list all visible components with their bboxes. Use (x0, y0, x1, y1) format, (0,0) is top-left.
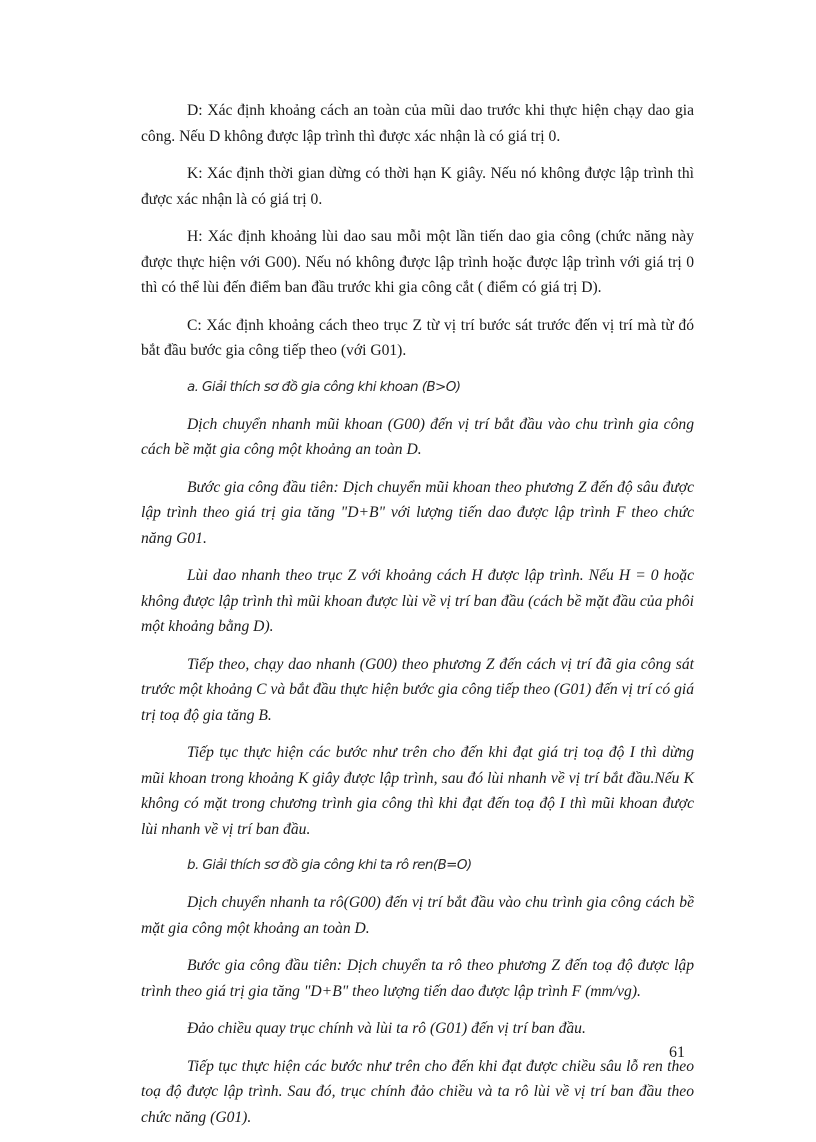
section-b-paragraph: Dịch chuyển nhanh ta rô(G00) đến vị trí bắt đầu vào chu trình gia công cách bề mặt gia công một khoảng an toàn D. (141, 894, 694, 937)
section-b-paragraph: Bước gia công đầu tiên: Dịch chuyển ta rô theo phương Z đến toạ độ được lập trình theo giá trị gia tăng "D+B" theo lượng tiến dao được lập trình F (mm/vg). (141, 957, 694, 1000)
section-a-paragraph: Dịch chuyển nhanh mũi khoan (G00) đến vị trí bắt đầu vào chu trình gia công cách bề mặt gia công một khoảng an toàn D. (141, 415, 694, 458)
paragraph-c: C: Xác định khoảng cách theo trục Z từ vị trí bước sát trước đến vị trí mà từ đó bắt đầu bước gia công tiếp theo (với G01). (141, 316, 694, 359)
section-a-paragraph: Lùi dao nhanh theo trục Z với khoảng cách H được lập trình. Nếu H = 0 hoặc không được lập trình thì mũi khoan được lùi về vị trí ban đầu (cách bề mặt đầu của phôi một khoảng bằng D). (141, 567, 694, 635)
section-b-paragraph: Tiếp tục thực hiện các bước như trên cho đến khi đạt được chiều sâu lỗ ren theo toạ độ được lập trình. Sau đó, trục chính đảo chiều và ta rô lùi về vị trí ban đầu theo chức năng (G01). (141, 1057, 694, 1126)
paragraph-h: H: Xác định khoảng lùi dao sau mỗi một lần tiến dao gia công (chức năng này được thực hiện với G00). Nếu nó không được lập trình hoặc được lập trình với giá trị 0 thì có thể lùi đến điểm ban đầu trước khi gia công cắt ( điểm có giá trị D). (141, 228, 694, 296)
section-a-paragraph: Tiếp tục thực hiện các bước như trên cho đến khi đạt giá trị toạ độ I thì dừng mũi khoan trong khoảng K giây được lập trình, sau đó lùi nhanh về vị trí bắt đầu.Nếu K không có mặt trong chương trình gia công thì khi đạt đến toạ độ I thì mũi khoan được lùi nhanh về vị trí ban đầu. (141, 744, 694, 838)
page-body (141, 98, 694, 1142)
section-b-paragraph: Đảo chiều quay trục chính và lùi ta rô (G01) đến vị trí ban đầu. (187, 1020, 586, 1037)
section-a-paragraph: Tiếp theo, chạy dao nhanh (G00) theo phương Z đến cách vị trí đã gia công sát trước một khoảng C và bắt đầu thực hiện bước gia công tiếp theo (G01) đến vị trí có giá trị toạ độ gia tăng B. (141, 655, 694, 724)
section-a-heading: a. Giải thích sơ đồ gia công khi khoan (B>O) (187, 378, 461, 395)
section-b-heading: b. Giải thích sơ đồ gia công khi ta rô ren(B=O) (187, 857, 472, 873)
paragraph-d: D: Xác định khoảng cách an toàn của mũi dao trước khi thực hiện chạy dao gia công. Nếu D không được lập trình thì được xác nhận là có giá trị 0. (141, 102, 694, 145)
page-number: 61 (669, 1044, 685, 1061)
paragraph-k: K: Xác định thời gian dừng có thời hạn K giây. Nếu nó không được lập trình thì được xác nhận là có giá trị 0. (141, 165, 694, 208)
section-a-paragraph: Bước gia công đầu tiên: Dịch chuyển mũi khoan theo phương Z đến độ sâu được lập trình theo giá trị gia tăng "D+B" với lượng tiến dao được lập trình F theo chức năng G01. (141, 478, 694, 547)
